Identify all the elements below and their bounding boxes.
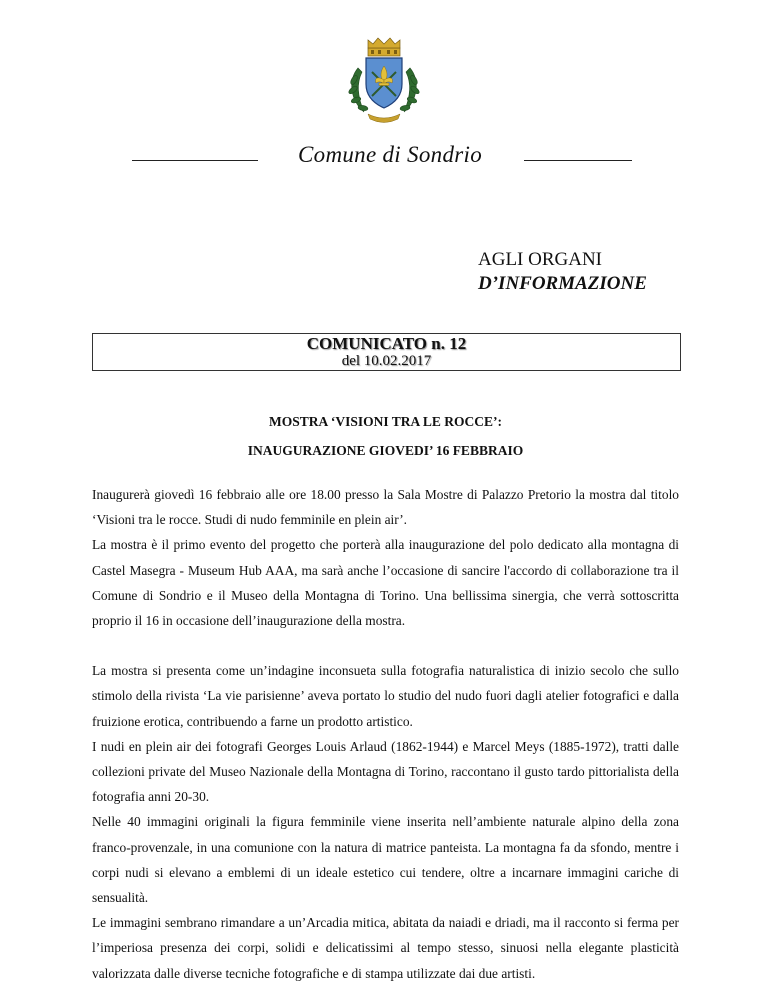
comunicato-date: del 10.02.2017 (341, 353, 432, 369)
paragraph: I nudi en plein air dei fotografi Georges Louis Arlaud (1862-1944) e Marcel Meys (1885-1972), tratti dalle collezioni private del Museo Nazionale della Montagna di Torino, raccontano il gusto tardo pittorialista della fotografia anni 20-30. (92, 738, 679, 805)
paragraph: La mostra si presenta come un’indagine inconsueta sulla fotografia naturalistica di inizio secolo che sullo stimolo della rivista ‘La vie parisienne’ aveva portato lo studio del nudo fuori dagli atelier fotografici e dalla fruizione erotica, contribuendo a farne un prodotto artistico. (92, 663, 679, 729)
coat-of-arms-icon (334, 28, 434, 128)
comune-title: Comune di Sondrio (298, 142, 482, 167)
comunicato-number: COMUNICATO n. 12 (306, 334, 467, 353)
comunicato-box (92, 333, 681, 371)
recipients-line-1: AGLI ORGANI (478, 249, 603, 270)
paragraph-gap (92, 633, 679, 658)
paragraph: Nelle 40 immagini originali la figura femminile viene inserita nell’ambiente naturale alpino della zona franco-provenzale, in una comunione con la natura di matrice panteista. La montagna fa da sfondo, mentre i corpi nudi si elevano a emblemi di un ideale estetico cui tendere, oltre a incarnare immagini cariche di sensualità. (92, 814, 679, 906)
recipients-block (478, 248, 647, 296)
recipients-line-2: D’INFORMAZIONE (478, 273, 647, 294)
paragraph: Inaugurerà giovedì 16 febbraio alle ore 18.00 presso la Sala Mostre di Palazzo Pretorio la mostra dal titolo ‘Visioni tra le rocce. Studi di nudo femminile en plein air’. (92, 487, 679, 528)
paragraph: Le immagini sembrano rimandare a un’Arcadia mitica, abitata da naiadi e driadi, ma il racconto si ferma per l’imperiosa presenza dei corpi, solidi e delicatissimi al tempo stesso, sinuosi nella elegante plasticità valorizzata dalle diverse tecniche fotografiche e di stampa utilizzate dai due artisti. (92, 915, 679, 981)
press-release-body (92, 482, 679, 986)
header-rule-right (524, 160, 632, 161)
paragraph: La mostra è il primo evento del progetto che porterà alla inaugurazione del polo dedicato alla montagna di Castel Masegra - Museum Hub AAA, ma sarà anche l’occasione di sancire l'accordo di collaborazione tra il Comune di Sondrio e il Museo della Montagna di Torino. Una bellissima sinergia, che verrà sottoscritta proprio il 16 in occasione dell’inaugurazione della mostra. (92, 537, 679, 629)
header-rule-left (132, 160, 258, 161)
headline-title: MOSTRA ‘VISIONI TRA LE ROCCE’: (268, 414, 503, 429)
headline-subtitle: INAUGURAZIONE GIOVEDI’ 16 FEBBRAIO (247, 443, 524, 458)
